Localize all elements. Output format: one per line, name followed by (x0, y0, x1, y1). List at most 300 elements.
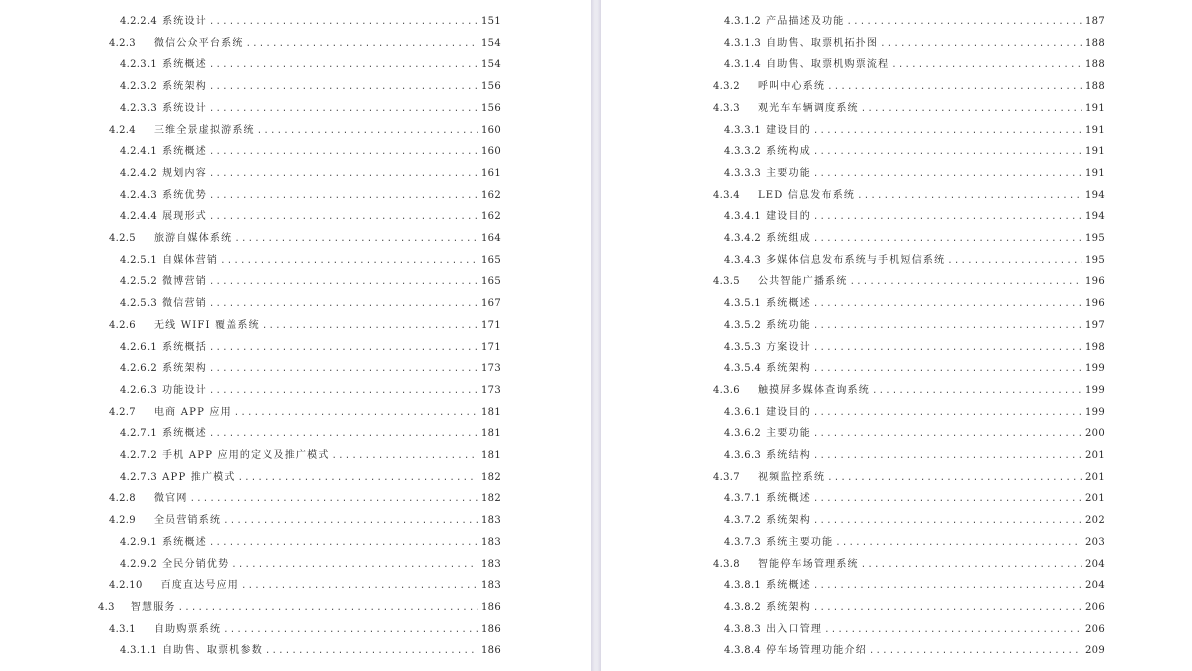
toc-entry-number: 4.3.5.1 (724, 298, 762, 310)
toc-entry-number: 4.3.5 (713, 276, 740, 288)
toc-entry-number: 4.2.9.2 (120, 558, 158, 570)
toc-entry-title: 系统概述 (162, 59, 207, 71)
toc-entry-page-number: 195 (1085, 254, 1105, 266)
toc-entry[interactable] (713, 186, 1105, 206)
toc-entry-page-number: 165 (481, 254, 501, 266)
toc-leader-dots (241, 576, 478, 596)
toc-entry-number: 4.3.1.3 (724, 37, 762, 49)
toc-entry[interactable] (120, 555, 501, 575)
toc-entry-title: 公共智能广播系统 (757, 276, 848, 288)
toc-entry-title: 全员营销系统 (153, 515, 222, 527)
toc-entry-number: 4.2.6 (109, 319, 136, 331)
toc-entry-page-number: 194 (1085, 211, 1105, 223)
toc-entry[interactable] (120, 381, 501, 401)
toc-leader-dots (891, 55, 1082, 75)
toc-leader-dots (813, 403, 1082, 423)
toc-leader-dots (234, 403, 478, 423)
toc-entry-page-number: 186 (481, 645, 501, 657)
toc-entry[interactable] (724, 598, 1105, 618)
toc-entry-number: 4.3.5.4 (724, 363, 762, 375)
toc-leader-dots (880, 34, 1082, 54)
toc-entry-page-number: 199 (1085, 363, 1105, 375)
toc-entry-number: 4.2.3 (109, 37, 136, 49)
toc-entry-title: 系统架构 (766, 515, 811, 527)
toc-entry-title: 系统概述 (766, 298, 811, 310)
toc-leader-dots (234, 229, 478, 249)
toc-entry-page-number: 182 (481, 471, 501, 483)
toc-entry-page-number: 160 (481, 124, 501, 136)
toc-entry-page-number: 201 (1085, 493, 1105, 505)
toc-entry-number: 4.2.7.2 (120, 450, 158, 461)
toc-entry[interactable] (724, 229, 1105, 249)
toc-entry-number: 4.3.1 (109, 623, 136, 635)
toc-entry[interactable] (120, 294, 501, 314)
toc-entry-number: 4.2.4.1 (120, 146, 158, 158)
toc-leader-dots (238, 468, 478, 488)
toc-entry[interactable] (713, 77, 1105, 97)
toc-entry-title: 系统概述 (766, 580, 811, 592)
toc-entry-title: 系统架构 (162, 81, 207, 93)
toc-entry-number: 4.2.3.2 (120, 81, 158, 93)
toc-entry-number: 4.3.5.2 (724, 319, 762, 331)
toc-entry-number: 4.2.4 (109, 124, 136, 136)
toc-entry-number: 4.2.6.2 (120, 363, 158, 375)
toc-entry[interactable] (724, 142, 1105, 162)
toc-leader-dots (813, 359, 1082, 379)
toc-entry-page-number: 156 (481, 102, 501, 114)
toc-leader-dots (835, 533, 1082, 553)
toc-entry-title: 微信营销 (162, 298, 207, 310)
toc-leader-dots (209, 338, 478, 358)
toc-entry-title: 系统概括 (162, 341, 207, 353)
toc-entry-number: 4.3.6.3 (724, 450, 762, 461)
toc-leader-dots (827, 468, 1082, 488)
toc-entry-page-number: 204 (1085, 558, 1105, 570)
toc-entry[interactable] (120, 468, 501, 488)
toc-entry[interactable] (713, 468, 1105, 488)
toc-entry[interactable] (120, 207, 501, 227)
toc-entry-page-number: 171 (481, 319, 501, 331)
toc-entry-number: 4.2.5.1 (120, 254, 158, 266)
toc-entry-number: 4.3.3.1 (724, 124, 762, 136)
toc-entry[interactable] (724, 207, 1105, 227)
toc-entry-title: 系统概述 (766, 493, 811, 505)
toc-leader-dots (861, 555, 1082, 575)
toc-entry-number: 4.3.3 (713, 102, 740, 114)
toc-entry-page-number: 151 (481, 16, 501, 27)
toc-entry-title: 系统概述 (162, 146, 207, 158)
toc-leader-dots (332, 446, 478, 466)
toc-leader-dots (262, 316, 478, 336)
toc-entry-page-number: 173 (481, 363, 501, 375)
toc-entry[interactable] (109, 511, 501, 531)
toc-entry-number: 4.3.8.3 (724, 623, 762, 635)
toc-entry[interactable] (120, 142, 501, 162)
toc-entry[interactable] (724, 576, 1105, 596)
toc-entry-page-number: 161 (481, 167, 501, 179)
toc-entry-number: 4.3.1.4 (724, 59, 762, 71)
toc-entry-page-number: 199 (1085, 406, 1105, 418)
toc-entry-title: 系统主要功能 (766, 536, 834, 548)
page-gutter (591, 0, 601, 671)
toc-leader-dots (209, 12, 478, 32)
toc-entry-title: 系统设计 (162, 16, 207, 27)
toc-entry-title: 呼叫中心系统 (757, 81, 826, 93)
toc-leader-dots (861, 99, 1082, 119)
toc-entry-page-number: 183 (481, 558, 501, 570)
toc-entry-title: 微信公众平台系统 (153, 37, 244, 49)
toc-entry-number: 4.2.2.4 (120, 16, 158, 27)
toc-entry-page-number: 182 (481, 493, 501, 505)
toc-entry-title: 自助售、取票机购票流程 (766, 59, 890, 71)
toc-entry[interactable] (109, 121, 501, 141)
toc-entry-number: 4.3.7.2 (724, 515, 762, 527)
toc-entry[interactable] (120, 338, 501, 358)
toc-entry-number: 4.2.5.3 (120, 298, 158, 310)
toc-entry-page-number: 183 (481, 536, 501, 548)
toc-entry-number: 4.3.8.4 (724, 645, 762, 657)
toc-entry-number: 4.3.8.2 (724, 601, 762, 613)
toc-leader-dots (209, 207, 478, 227)
toc-entry-title: 停车场管理功能介绍 (766, 645, 867, 657)
toc-entry-page-number: 201 (1085, 471, 1105, 483)
toc-entry-title: 功能设计 (162, 384, 207, 396)
toc-entry-title: 电商 APP 应用 (153, 406, 232, 418)
toc-entry-page-number: 183 (481, 515, 501, 527)
toc-entry-title: 产品描述及功能 (766, 16, 845, 27)
toc-entry-title: 百度直达号应用 (160, 580, 240, 592)
toc-entry-page-number: 154 (481, 37, 501, 49)
toc-entry-title: 微官网 (153, 493, 188, 505)
toc-leader-dots (265, 641, 478, 661)
toc-entry[interactable] (713, 99, 1105, 119)
toc-entry-number: 4.3.7 (713, 471, 740, 483)
toc-leader-dots (209, 55, 478, 75)
toc-entry-number: 4.2.4.3 (120, 189, 158, 201)
toc-entry-page-number: 204 (1085, 580, 1105, 592)
toc-entry-number: 4.2.4.4 (120, 211, 158, 223)
toc-entry-page-number: 167 (481, 298, 501, 310)
toc-leader-dots (813, 229, 1082, 249)
toc-entry-title: 主要功能 (766, 167, 811, 179)
toc-entry-page-number: 162 (481, 189, 501, 201)
toc-entry-page-number: 199 (1085, 384, 1105, 396)
toc-entry-page-number: 181 (481, 450, 501, 461)
toc-entry-title: 智慧服务 (130, 601, 176, 613)
toc-entry-title: 系统概述 (162, 536, 207, 548)
toc-entry-number: 4.2.10 (109, 580, 143, 592)
toc-leader-dots (813, 598, 1082, 618)
toc-leader-dots (209, 294, 478, 314)
toc-entry-page-number: 183 (481, 580, 501, 592)
toc-entry-title: 系统概述 (162, 428, 207, 440)
toc-entry[interactable] (724, 338, 1105, 358)
toc-leader-dots (813, 207, 1082, 227)
toc-entry[interactable] (109, 620, 501, 640)
toc-entry-title: 方案设计 (766, 341, 811, 353)
toc-entry[interactable] (120, 186, 501, 206)
toc-leader-dots (850, 272, 1082, 292)
toc-leader-dots (178, 598, 478, 618)
toc-entry-page-number: 206 (1085, 601, 1105, 613)
toc-entry-page-number: 196 (1085, 298, 1105, 310)
toc-entry-number: 4.2.4.2 (120, 167, 158, 179)
toc-entry[interactable] (120, 99, 501, 119)
toc-entry-title: 触摸屏多媒体查询系统 (757, 384, 870, 396)
toc-entry-number: 4.3.7.3 (724, 536, 762, 548)
toc-entry-page-number: 191 (1085, 102, 1105, 114)
toc-entry[interactable] (724, 533, 1105, 553)
toc-leader-dots (813, 316, 1082, 336)
toc-entry-title: APP 推广模式 (162, 471, 236, 483)
toc-entry-page-number: 181 (481, 428, 501, 440)
toc-entry[interactable] (109, 316, 501, 336)
toc-leader-dots (847, 12, 1083, 32)
toc-leader-dots (209, 424, 478, 444)
toc-leader-dots (872, 381, 1082, 401)
toc-entry-title: 系统构成 (766, 146, 811, 158)
toc-leader-dots (813, 489, 1082, 509)
toc-entry[interactable] (98, 598, 501, 618)
toc-entry-title: 视频监控系统 (757, 471, 826, 483)
toc-leader-dots (857, 186, 1082, 206)
toc-entry[interactable] (724, 164, 1105, 184)
toc-leader-dots (209, 142, 478, 162)
toc-leader-dots (223, 620, 478, 640)
toc-leader-dots (869, 641, 1082, 661)
toc-entry-number: 4.3.4.1 (724, 211, 762, 223)
toc-entry-page-number: 165 (481, 276, 501, 288)
toc-entry[interactable] (724, 251, 1105, 271)
toc-entry-title: LED 信息发布系统 (757, 189, 856, 201)
toc-entry-page-number: 196 (1085, 276, 1105, 288)
toc-entry-title: 无线 WIFI 覆盖系统 (153, 319, 260, 331)
toc-entry-title: 全民分销优势 (162, 558, 230, 570)
toc-entry[interactable] (109, 576, 501, 596)
toc-entry-number: 4.3.6 (713, 384, 740, 396)
toc-entry[interactable] (120, 272, 501, 292)
toc-entry-title: 建设目的 (766, 124, 811, 136)
toc-leader-dots (813, 424, 1082, 444)
toc-leader-dots (209, 77, 478, 97)
toc-leader-dots (947, 251, 1082, 271)
toc-entry-number: 4.2.7.1 (120, 428, 158, 440)
toc-entry-title: 智能停车场管理系统 (757, 558, 859, 570)
toc-entry-page-number: 162 (481, 211, 501, 223)
toc-leader-dots (209, 164, 478, 184)
toc-entry-page-number: 197 (1085, 319, 1105, 331)
toc-entry-page-number: 186 (481, 623, 501, 635)
toc-leader-dots (220, 251, 478, 271)
toc-entry-number: 4.3.8.1 (724, 580, 762, 592)
toc-entry-number: 4.2.7.3 (120, 471, 158, 483)
toc-entry[interactable] (109, 403, 501, 423)
toc-entry-number: 4.2.5 (109, 233, 136, 244)
toc-entry-page-number: 203 (1085, 536, 1105, 548)
toc-entry-page-number: 209 (1085, 645, 1105, 657)
toc-entry-page-number: 164 (481, 233, 501, 244)
toc-entry-number: 4.3.8 (713, 558, 740, 570)
toc-entry-title: 自助售、取票机参数 (162, 645, 263, 657)
toc-entry[interactable] (120, 77, 501, 97)
toc-entry[interactable] (724, 620, 1105, 640)
toc-entry[interactable] (724, 294, 1105, 314)
toc-entry[interactable] (120, 164, 501, 184)
toc-entry[interactable] (109, 489, 501, 509)
toc-entry-page-number: 202 (1085, 515, 1105, 527)
toc-entry[interactable] (109, 34, 501, 54)
toc-leader-dots (209, 272, 478, 292)
toc-leader-dots (813, 121, 1082, 141)
toc-entry-number: 4.2.3.1 (120, 59, 158, 71)
toc-entry[interactable] (724, 489, 1105, 509)
toc-page-right[interactable] (601, 0, 1192, 671)
toc-entry-page-number: 194 (1085, 189, 1105, 201)
toc-entry-number: 4.3.4.3 (724, 254, 762, 266)
toc-entry[interactable] (120, 251, 501, 271)
toc-entry-number: 4.2.6.3 (120, 384, 158, 396)
toc-entry-number: 4.2.3.3 (120, 102, 158, 114)
toc-entry[interactable] (713, 555, 1105, 575)
toc-entry-page-number: 160 (481, 146, 501, 158)
toc-leader-dots (824, 620, 1082, 640)
toc-entry[interactable] (120, 55, 501, 75)
toc-entry-page-number: 200 (1085, 428, 1105, 440)
toc-entry[interactable] (724, 403, 1105, 423)
toc-entry[interactable] (120, 424, 501, 444)
toc-entry-title: 自媒体营销 (162, 254, 219, 266)
toc-leader-dots (813, 576, 1082, 596)
toc-leader-dots (209, 381, 478, 401)
toc-entry-title: 系统架构 (766, 363, 811, 375)
toc-leader-dots (231, 555, 478, 575)
toc-entry-number: 4.3.7.1 (724, 493, 762, 505)
toc-entry-number: 4.3.3.3 (724, 167, 762, 179)
toc-entry-title: 手机 APP 应用的定义及推广模式 (162, 450, 330, 461)
toc-entry-page-number: 188 (1085, 37, 1105, 49)
toc-entry-number: 4.2.5.2 (120, 276, 158, 288)
toc-leader-dots (813, 511, 1082, 531)
toc-entry-number: 4.3.6.1 (724, 406, 762, 418)
toc-entry-page-number: 198 (1085, 341, 1105, 353)
toc-entry-number: 4.3.4.2 (724, 233, 762, 244)
toc-leader-dots (209, 99, 478, 119)
toc-entry-number: 4.3.6.2 (724, 428, 762, 440)
toc-entry[interactable] (120, 359, 501, 379)
toc-entry-page-number: 186 (481, 601, 501, 613)
toc-entry-number: 4.3.5.3 (724, 341, 762, 353)
toc-entry-page-number: 191 (1085, 124, 1105, 136)
toc-entry-page-number: 156 (481, 81, 501, 93)
toc-entry-page-number: 187 (1085, 16, 1105, 27)
toc-leader-dots (223, 511, 478, 531)
toc-entry-title: 微博营销 (162, 276, 207, 288)
toc-entry-title: 系统功能 (766, 319, 811, 331)
toc-entry[interactable] (724, 424, 1105, 444)
toc-entry-title: 规划内容 (162, 167, 207, 179)
toc-entry-number: 4.3.3.2 (724, 146, 762, 158)
toc-entry-number: 4.2.6.1 (120, 341, 158, 353)
toc-entry[interactable] (713, 272, 1105, 292)
toc-entry-title: 系统设计 (162, 102, 207, 114)
toc-entry-title: 系统结构 (766, 450, 811, 461)
toc-entry-title: 多媒体信息发布系统与手机短信系统 (766, 254, 946, 266)
toc-entry-page-number: 173 (481, 384, 501, 396)
toc-entry-title: 系统组成 (766, 233, 811, 244)
toc-entry-number: 4.2.7 (109, 406, 136, 418)
toc-entry[interactable] (120, 12, 501, 32)
toc-leader-dots (190, 489, 478, 509)
toc-entry-number: 4.2.9 (109, 515, 136, 527)
toc-page-left[interactable] (0, 0, 591, 671)
toc-leader-dots (813, 446, 1082, 466)
toc-leader-dots (813, 338, 1082, 358)
toc-entry-page-number: 201 (1085, 450, 1105, 461)
toc-entry[interactable] (724, 511, 1105, 531)
toc-entry[interactable] (724, 55, 1105, 75)
toc-leader-dots (209, 359, 478, 379)
toc-entry-page-number: 188 (1085, 81, 1105, 93)
toc-leader-dots (209, 186, 478, 206)
toc-entry[interactable] (120, 533, 501, 553)
toc-entry[interactable] (724, 359, 1105, 379)
toc-entry-number: 4.2.8 (109, 493, 136, 505)
toc-entry-page-number: 154 (481, 59, 501, 71)
toc-entry[interactable] (120, 641, 501, 661)
toc-leader-dots (246, 34, 478, 54)
toc-entry-title: 系统架构 (162, 363, 207, 375)
toc-entry-title: 自助售、取票机拓扑图 (766, 37, 879, 49)
toc-entry-page-number: 191 (1085, 146, 1105, 158)
toc-entry-title: 建设目的 (766, 406, 811, 418)
toc-entry-title: 系统优势 (162, 189, 207, 201)
toc-entry-number: 4.2.9.1 (120, 536, 158, 548)
toc-entry-page-number: 171 (481, 341, 501, 353)
toc-entry[interactable] (724, 316, 1105, 336)
toc-leader-dots (257, 121, 478, 141)
toc-entry[interactable] (724, 12, 1105, 32)
toc-entry-title: 三维全景虚拟游系统 (153, 124, 255, 136)
toc-entry[interactable] (724, 641, 1105, 661)
toc-entry-title: 自助购票系统 (153, 623, 222, 635)
toc-entry[interactable] (724, 121, 1105, 141)
toc-leader-dots (813, 294, 1082, 314)
toc-entry-number: 4.3 (98, 601, 115, 613)
toc-entry-page-number: 195 (1085, 233, 1105, 244)
toc-entry-page-number: 191 (1085, 167, 1105, 179)
toc-entry[interactable] (109, 229, 501, 249)
toc-entry[interactable] (724, 446, 1105, 466)
toc-entry-title: 出入口管理 (766, 623, 823, 635)
toc-leader-dots (209, 533, 478, 553)
toc-entry-number: 4.3.2 (713, 81, 740, 93)
toc-entry-title: 旅游自媒体系统 (153, 233, 233, 244)
toc-entry[interactable] (713, 381, 1105, 401)
toc-entry-title: 观光车车辆调度系统 (757, 102, 859, 114)
toc-entry-number: 4.3.1.1 (120, 645, 158, 657)
toc-entry-page-number: 188 (1085, 59, 1105, 71)
toc-entry-title: 展现形式 (162, 211, 207, 223)
toc-entry-number: 4.3.4 (713, 189, 740, 201)
toc-entry[interactable] (120, 446, 501, 466)
toc-leader-dots (813, 164, 1082, 184)
toc-entry[interactable] (724, 34, 1105, 54)
toc-leader-dots (827, 77, 1082, 97)
toc-entry-title: 建设目的 (766, 211, 811, 223)
toc-entry-title: 主要功能 (766, 428, 811, 440)
toc-entry-title: 系统架构 (766, 601, 811, 613)
toc-leader-dots (813, 142, 1082, 162)
